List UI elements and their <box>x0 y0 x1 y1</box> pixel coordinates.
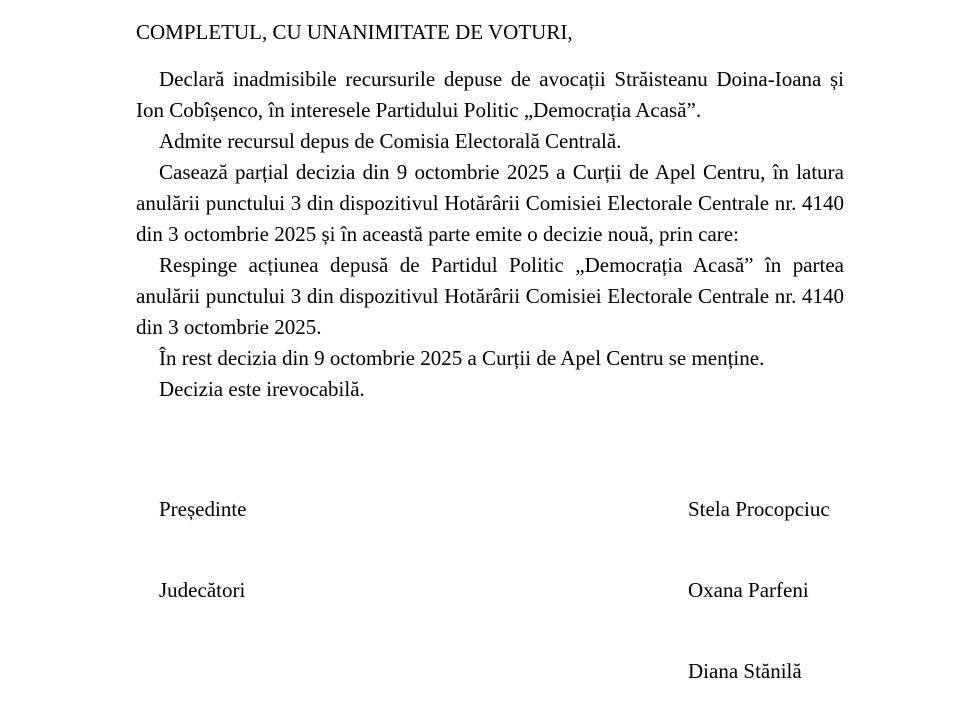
paragraph-partial-annulment: Casează parțial decizia din 9 octombrie 2025 a Curții de Apel Centru, în latura anulării punctului 3 din dispozitivul Hotărârii Comisiei Electorale Centrale nr. 4140 din 3 octombrie 2025 și în această parte emite o decizie nouă, prin care: <box>136 160 844 246</box>
judge-name: Diana Stănilă <box>688 659 802 683</box>
paragraph-remainder-maintained: În rest decizia din 9 octombrie 2025 a Curții de Apel Centru se menține. <box>159 346 765 370</box>
paragraph-reject-action: Respinge acțiunea depusă de Partidul Politic „Democrația Acasă” în partea anulării punctului 3 din dispozitivul Hotărârii Comisiei Electorale Centrale nr. 4140 din 3 octombrie 2025. <box>136 253 844 339</box>
paragraph-admit-appeal: Admite recursul depus de Comisia Electorală Centrală. <box>159 129 622 153</box>
judges-label: Judecători <box>159 578 246 602</box>
paragraph-irrevocable: Decizia este irevocabilă. <box>159 377 365 401</box>
paragraph-inadmissible-appeals: Declară inadmisibile recursurile depuse de avocații Străisteanu Doina-Ioana și Ion Cobîșenco, în interesele Partidului Politic „Democrația Acasă”. <box>136 67 844 122</box>
president-name: Stela Procopciuc <box>688 497 830 521</box>
decision-body <box>136 64 844 405</box>
president-label: Președinte <box>159 497 247 521</box>
document-heading: COMPLETUL, CU UNANIMITATE DE VOTURI, <box>136 20 573 44</box>
judge-name: Oxana Parfeni <box>688 578 809 602</box>
